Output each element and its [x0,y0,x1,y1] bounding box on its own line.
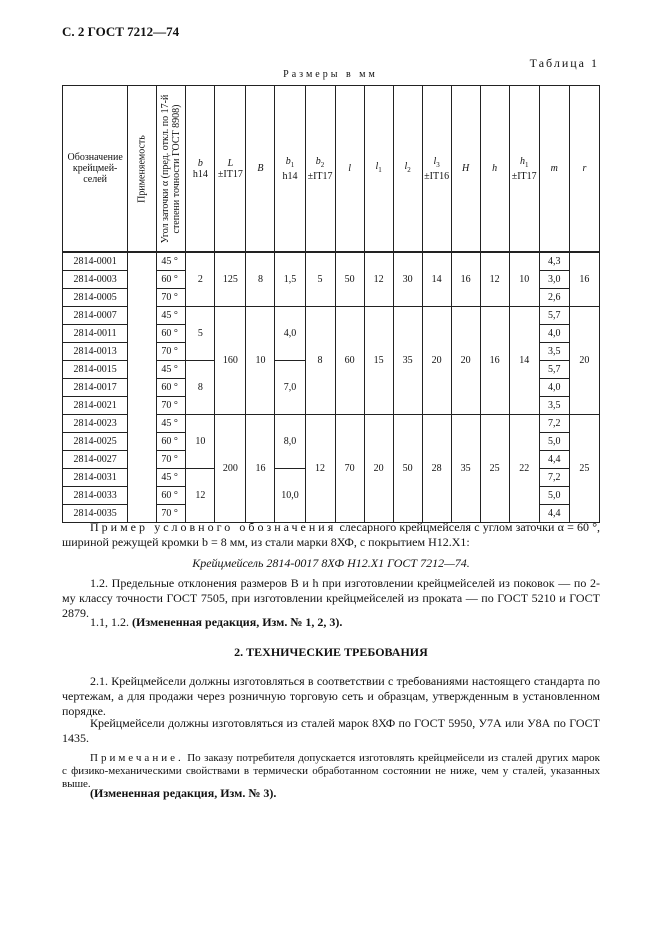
example-paragraph: Пример условного обозначения слесарного крейцмейселя с углом заточки α = 60 °, шириной режущей кромки b = 8 мм, из стали марки 8ХФ, с покрытием Н12.Х1: [62,520,600,549]
note-paragraph: Примечание. По заказу потребителя допускается изготовлять крейцмейсели из сталей других марок с физико-механическими свойствами в термически обработанном состоянии не ниже, чем у сталей, указанных выше. [62,752,601,790]
table-row: 2814-0017 60 ° 4,0 [63,379,600,397]
table-units: Размеры в мм [283,69,378,80]
table-label: Таблица 1 [529,56,599,70]
table-row: 2814-0007 45 ° 5 160 10 4,0 8 60 15 35 20 20 16 14 5,7 20 [63,307,600,325]
col-designation: Обозначение крейцмей-селей [63,86,128,253]
table-row: 2814-0021 70 ° 3,5 [63,397,600,415]
table-header-row [63,86,600,253]
col-l3: $l_3$ ±IT16 [422,86,451,253]
table-row: 2814-0015 45 ° 8 7,0 5,7 [63,361,600,379]
section-title: 2. ТЕХНИЧЕСКИЕ ТРЕБОВАНИЯ [234,645,428,659]
col-l: l [335,86,364,253]
col-h1: $h_1$ ±IT17 [509,86,539,253]
table-row: 2814-0011 60 ° 4,0 [63,325,600,343]
col-m: m [539,86,569,253]
amendment-note-1: 1.1, 1.2. (Измененная редакция, Изм. № 1, 2, 3). [90,615,343,629]
applicability-cell [128,252,157,523]
col-l2: $l_2$ [393,86,422,253]
col-L: L ±IT17 [215,86,246,253]
col-b2: $b_2$ ±IT17 [305,86,335,253]
example-designation: Крейцмейсель 2814-0017 8ХФ Н12.Х1 ГОСТ 7212—74. [192,556,470,570]
table-row: 2814-0003 60 ° 3,0 [63,271,600,289]
col-b: b h14 [186,86,215,253]
table-row: 2814-0027 70 ° 4,4 [63,451,600,469]
amendment-note-2: (Измененная редакция, Изм. № 3). [90,786,277,800]
col-l1: $l_1$ [364,86,393,253]
col-angle: Угол заточки α (пред. откл. по 17-й степени точности ГОСТ 8908) [157,86,186,253]
col-H: H [451,86,480,253]
table-row: 2814-0033 60 ° 5,0 [63,487,600,505]
paragraph-2-1-steel: Крейцмейсели должны изготовляться из сталей марок 8ХФ по ГОСТ 5950, У7А или У8А по ГОСТ 1435. [62,716,600,745]
col-b1: $b_1$ h14 [275,86,305,253]
page-header: С. 2 ГОСТ 7212—74 [62,24,180,39]
col-h: h [480,86,509,253]
col-r: r [569,86,599,253]
col-B: B [246,86,275,253]
table-row: 2814-0035 70 ° 4,4 [63,505,600,523]
table-row: 2814-0025 60 ° 5,0 [63,433,600,451]
table-row: 2814-0023 45 ° 10 200 16 8,0 12 70 20 50 28 35 25 22 7,2 25 [63,415,600,433]
paragraph-2-1: 2.1. Крейцмейсели должны изготовляться в соответствии с требованиями настоящего стандарта по чертежам, а для продажи через розничную торговую сеть и образцам, утвержденным в установленном порядке. [62,674,600,718]
dimensions-table [62,85,600,523]
table-row: 2814-0005 70 ° 2,6 [63,289,600,307]
table-row: 2814-0013 70 ° 3,5 [63,343,600,361]
paragraph-1-2: 1.2. Предельные отклонения размеров B и h при изготовлении крейцмейселей из поковок — по 2-му классу точности ГОСТ 7505, при изготовлении крейцмейселей из проката — по ГОСТ 5210 и ГОСТ 2879. [62,576,600,620]
col-applicability: Применяемость [128,86,157,253]
table-row: 2814-0031 45 ° 12 10,0 7,2 [63,469,600,487]
table-row: 2814-0001 45 ° 2 125 8 1,5 5 50 12 30 14 16 12 10 4,3 16 [63,252,600,271]
